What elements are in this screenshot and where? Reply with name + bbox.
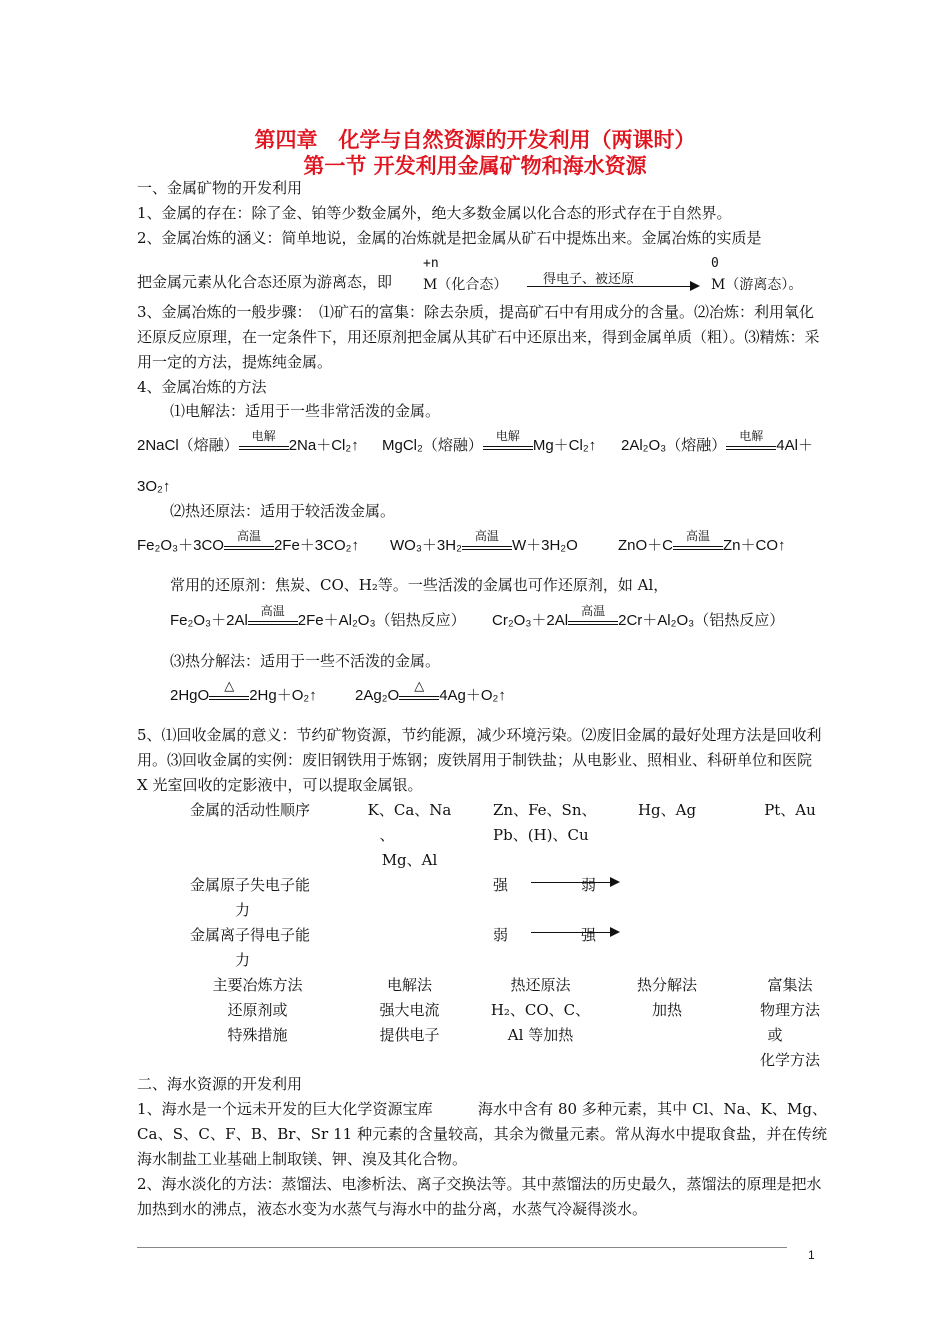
equation-mgcl2: MgCl₂（熔融） 电解 Mg＋Cl₂↑ [382,429,597,454]
part2-heading: 二、海水资源的开发利用 [137,1075,303,1093]
equation-thermite-cr: Cr₂O₃＋2Al 高温 2Cr＋Al₂O₃（铝热反应） [492,604,785,629]
document-page: 第四章 化学与自然资源的开发利用（两课时） 第一节 开发利用金属矿物和海水资源 一、金属矿物的开发利用 1、金属的存在：除了金、铂等少数金属外，绝大多数金属以化合态的形式存在于自然界。 2、金属冶炼的涵义：简单地说，金属的冶炼就是把金属从矿石中提炼出来。金属冶炼的实质是 把金属元素从化合态还原为游离态，即 +n M（化合态） 得电子、被还原 0 M（游离态）。 3、金属冶炼的一般步骤： ⑴矿石的富集：除去杂质，提高矿石中有用成分的含量。⑵冶炼：利用氧化还原反应原理，在一定条件下，用还原剂把金属从其矿石中还原出来，得到金属单质（粗）。⑶精炼：采用一定的方法，提炼纯金属。 4、金属冶炼的方法 ⑴电解法：适用于一些非常活泼的金属。 2NaCl（熔融） 电解 2Na＋Cl₂↑ MgCl₂（熔融） 电解 Mg＋Cl₂↑ 2Al₂O₃（熔融） 电解 4Al＋ 3O₂↑ ⑵热还原法：适用于较活泼金属。 Fe₂O₃＋3CO 高温 2Fe＋3CO₂↑ WO₃＋3H₂ 高温 W＋3H₂O ZnO＋C 高温 Zn＋CO↑ 常用的还原剂：焦炭、CO、H₂等。一些活泼的金属也可作还原剂，如 Al， Fe₂O₃＋2Al 高温 2Fe＋Al₂O₃（铝热反应） Cr₂O₃＋2Al 高温 2Cr＋Al₂O₃（铝热反应） ⑶热分解法：适用于一些不活泼的金属。 2HgO △ 2Hg＋O₂↑ 2Ag₂O △ 4Ag＋O₂↑ 5、⑴回收金属的意义：节约矿物资源，节约能源，减少环境污染。⑵废旧金属的最好处理方法是回收利用。⑶回收金属的实例：废旧钢铁用于炼钢；废铁屑用于制铁盐；从电影业、照相业、科研单位和医院 X 光室回收的定影液中，可以提取金属银。 金属的活动性顺序 K、Ca、Na 、 Mg、Al Zn、Fe、Sn、 Pb、(H)、Cu Hg、Ag Pt、Au 金属原子失电子能 力 强 弱 金属离子得电子能 力 弱 强 主要冶炼方法 电解法 热还原法 热分解法 富集法 还原剂或 特殊措施 强大电流 提供电子 H₂、CO、C、 Al 等加热 加热 物理方法 或 化学方法 二、海水资源的开发利用 1、海水是一个远未开发的巨大化学资源宝库 海水中含有 80 多种元素，其中 Cl、Na、K、Mg、Ca、S、C、F、B、Br、Sr 11 种元素的含量较高，其余为微量元素。常从海水中提取食盐，并在传统海水制盐工业基础上制取镁、钾、溴及其化合物。 2、海水淡化的方法：蒸馏法、电渗析法、离子交换法等。其中蒸馏法的历史最久，蒸馏法的原理是把水加热到水的沸点，液态水变为水蒸气与海水中的盐分离，水蒸气冷凝得淡水。 1 [0,0,950,1344]
equation-wo3-h2: WO₃＋3H₂ 高温 W＋3H₂O [390,529,578,554]
method-thermal-decomposition: ⑶热分解法：适用于一些不活泼的金属。 [170,652,441,670]
equation-al2o3: 2Al₂O₃（熔融） 电解 4Al＋ [621,429,813,454]
equation-zno-c: ZnO＋C 高温 Zn＋CO↑ [618,529,786,554]
method-thermal-reduction: ⑵热还原法：适用于较活泼金属。 [170,502,396,520]
common-reducers: 常用的还原剂：焦炭、CO、H₂等。一些活泼的金属也可作还原剂，如 Al， [170,576,669,594]
equation-fe2o3-co: Fe₂O₃＋3CO 高温 2Fe＋3CO₂↑ [137,529,359,554]
paragraph-smelting-methods: 4、金属冶炼的方法 [137,378,267,396]
table-row-header-gain-electrons: 金属离子得电子能 [190,926,311,944]
method-electrolysis: ⑴电解法：适用于一些非常活泼的金属。 [170,402,441,420]
paragraph-metal-recycling: 5、⑴回收金属的意义：节约矿物资源，节约能源，减少环境污染。⑵废旧金属的最好处理方法是回收利用。⑶回收金属的实例：废旧钢铁用于炼钢；废铁屑用于制铁盐；从电影业、照相业、科研单位和医院 X 光室回收的定影液中，可以提取金属银。 [137,726,822,794]
trend-arrow [531,882,611,883]
reduction-arrow-label: 得电子、被还原 [543,272,635,287]
equation-hgo: 2HgO △ 2Hg＋O₂↑ [170,678,317,704]
table-row-header-activity: 金属的活动性顺序 [190,801,311,819]
paragraph-smelting-steps: 3、金属冶炼的一般步骤： ⑴矿石的富集：除去杂质，提高矿石中有用成分的含量。⑵冶炼：利用氧化还原反应原理，在一定条件下，用还原剂把金属从其矿石中还原出来，得到金属单质（粗）。⑶精炼：采用一定的方法，提炼纯金属。 [137,303,820,371]
footer-divider [137,1247,787,1248]
oxidation-state-plus-n: +n [423,256,439,271]
table-row-header-method: 主要冶炼方法 [212,976,303,994]
equation-nacl: 2NaCl（熔融） 电解 2Na＋Cl₂↑ [137,429,359,454]
oxidation-state-zero: 0 [711,256,719,271]
paragraph-desalination: 2、海水淡化的方法：蒸馏法、电渗析法、离子交换法等。其中蒸馏法的历史最久，蒸馏法的原理是把水加热到水的沸点，液态水变为水蒸气与海水中的盐分离，水蒸气冷凝得淡水。 [137,1175,822,1218]
trend-arrow-head [610,877,620,887]
section-title: 第一节 开发利用金属矿物和海水资源 [303,154,647,178]
table-row-header-lose-electrons: 金属原子失电子能 [190,876,311,894]
paragraph-seawater-resources: 1、海水是一个远未开发的巨大化学资源宝库 海水中含有 80 多种元素，其中 Cl、Na、K、Mg、Ca、S、C、F、B、Br、Sr 11 种元素的含量较高，其余为微量元素。常从海水中提取食盐，并在传统海水制盐工业基础上制取镁、钾、溴及其化合物。 [137,1100,827,1168]
metal-free-state: M（游离态）。 [711,277,803,293]
reduction-arrow-head [690,281,700,291]
reduction-arrow [527,286,691,287]
part1-heading: 一、金属矿物的开发利用 [137,179,303,197]
trend-arrow-head [610,927,620,937]
equation-al2o3-continued: 3O₂↑ [137,478,171,495]
trend-arrow [531,932,611,933]
equation-ag2o: 2Ag₂O △ 4Ag＋O₂↑ [355,678,506,704]
paragraph-metal-existence: 1、金属的存在：除了金、铂等少数金属外，绝大多数金属以化合态的形式存在于自然界。 [137,204,732,222]
equation-thermite-fe: Fe₂O₃＋2Al 高温 2Fe＋Al₂O₃（铝热反应） [170,604,466,629]
paragraph-smelting-meaning: 2、金属冶炼的涵义：简单地说，金属的冶炼就是把金属从矿石中提炼出来。金属冶炼的实质是 [137,229,762,247]
table-row-header-reducer: 还原剂或 [227,1001,288,1019]
metal-compound-state: M（化合态） [423,277,508,293]
paragraph-smelting-essence: 把金属元素从化合态还原为游离态，即 [137,273,393,291]
page-number: 1 [808,1248,815,1262]
chapter-title: 第四章 化学与自然资源的开发利用（两课时） [254,128,696,152]
